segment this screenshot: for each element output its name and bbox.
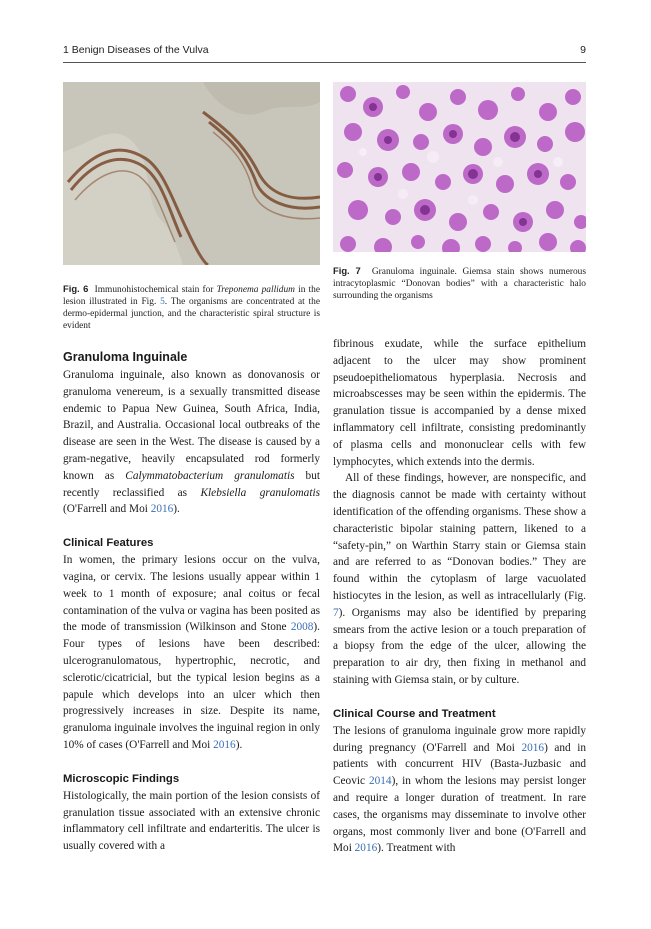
chapter-title: 1 Benign Diseases of the Vulva [63, 44, 209, 56]
ref-link[interactable]: 2014 [368, 775, 392, 788]
clinical-course-paragraph: The lesions of granuloma inguinale grow more rapidly during pregnancy (O'Farrell and Moi 2016) and in patients with concurrent HIV (Basta-Juzbasic and Ceovic 2014), in whom the lesions may persist longer and require a longer duration of treatment. In rare cases, the organisms may disseminate to involve other organs, most commonly liver and bone (O'Farrell and Moi 2016). Treatment with [333, 724, 587, 855]
microscopic-findings-paragraph: Histologically, the main portion of the lesion consists of granulation tissue associated with an extensive chronic inflammatory cell infiltrate and endarteritis. The ulcer is usually covered with a [63, 789, 320, 853]
header-rule [63, 62, 586, 63]
figure-7-label: Fig. 7 [333, 265, 361, 276]
ref-link[interactable]: 2008 [290, 621, 314, 634]
ref-link[interactable]: 2016 [213, 738, 236, 751]
ref-link[interactable]: 2016 [150, 503, 174, 516]
page-number: 9 [580, 44, 586, 56]
clinical-features-paragraph: In women, the primary lesions occur on the vulva, vagina, or cervix. The lesions usually appear within 1 week to 1 month of exposure; anal coitus or fecal contamination of the vulva or vagina has been posited as the mode of transmission (Wilkinson and Stone 2008). Four types of lesions have been described: ulcerogranulomatous, hypertrophic, necrotic, and sclerotic/cicatricial, but the typical lesion begins as a papule which develops into an ulcer which then progressively increases in size. Despite its name, granuloma inguinale involves the inguinal region in only 10% of cases (O'Farrell and Moi 2016). [63, 554, 320, 751]
figure-6-micrograph [63, 82, 320, 265]
subheading-clinical-features: Clinical Features [63, 537, 154, 550]
ref-link[interactable]: 2016 [521, 741, 545, 754]
fig-7-ref-link[interactable]: 7 [333, 606, 339, 619]
granuloma-paragraph: Granuloma inguinale, also known as donovanosis or granuloma venereum, is a sexually transmitted disease endemic to Papua New Guinea, South Africa, India, Brazil, and Australia. Occasional local outbreaks of the disease are seen in the West. The disease is caused by a gram-negative, heavily encapsulated rod formerly known as Calymmatobacterium granulomatis but recently reclassified as Klebsiella granulomatis (O'Farrell and Moi 2016). [63, 369, 320, 516]
fig-5-ref-link[interactable]: 5 [160, 297, 165, 307]
figure-7-micrograph [333, 82, 586, 252]
microscopic-findings-continued: fibrinous exudate, while the surface epithelium adjacent to the ulcer may show prominent pseudoepitheliomatous hyperplasia. Necrosis and microabscesses may be seen within the epidermis. The granulation tissue is accompanied by a dense mixed inflammatory cell infiltrate, consisting predominantly of plasma cells and mononuclear cells with few lymphocytes, which extends into the dermis. [333, 338, 586, 468]
figure-7-caption: Fig. 7 Granuloma inguinale. Giemsa stain shows numerous intracytoplasmic “Donovan bodies” with a characteristic halo surrounding the organisms [333, 265, 586, 301]
ref-link[interactable]: 2016 [354, 842, 378, 855]
left-column [63, 349, 320, 855]
subheading-clinical-course: Clinical Course and Treatment [333, 707, 496, 720]
figure-6-caption: Fig. 6 Immunohistochemical stain for Treponema pallidum in the lesion illustrated in Fig. 5. The organisms are concentrated at the dermo-epidermal junction, and the characteristic spiral structure is evident [63, 283, 321, 331]
figure-6-label: Fig. 6 [63, 283, 89, 294]
subheading-microscopic-findings: Microscopic Findings [63, 772, 180, 785]
right-column [333, 336, 586, 857]
section-heading-granuloma-inguinale: Granuloma Inguinale [63, 350, 188, 364]
diagnosis-paragraph: All of these findings, however, are nonspecific, and the diagnosis cannot be made with certainty without identification of the offending organisms. These show a characteristic bipolar staining pattern, likened to a “safety-pin,” on Warthin Starry stain or Giemsa stain and are referred to as “Donovan bodies.” They are found within the cytoplasm of large vacuolated histiocytes in the lesion, as well as intracellularly (Fig. 7). Organisms may also be identified by preparing smears from the active lesion or a touch preparation of a biopsy from the edge of the ulcer, allowing the preparation to air dry, then fixing in methanol and staining with Giemsa stain, or by culture. [333, 472, 586, 686]
running-header [63, 44, 586, 58]
